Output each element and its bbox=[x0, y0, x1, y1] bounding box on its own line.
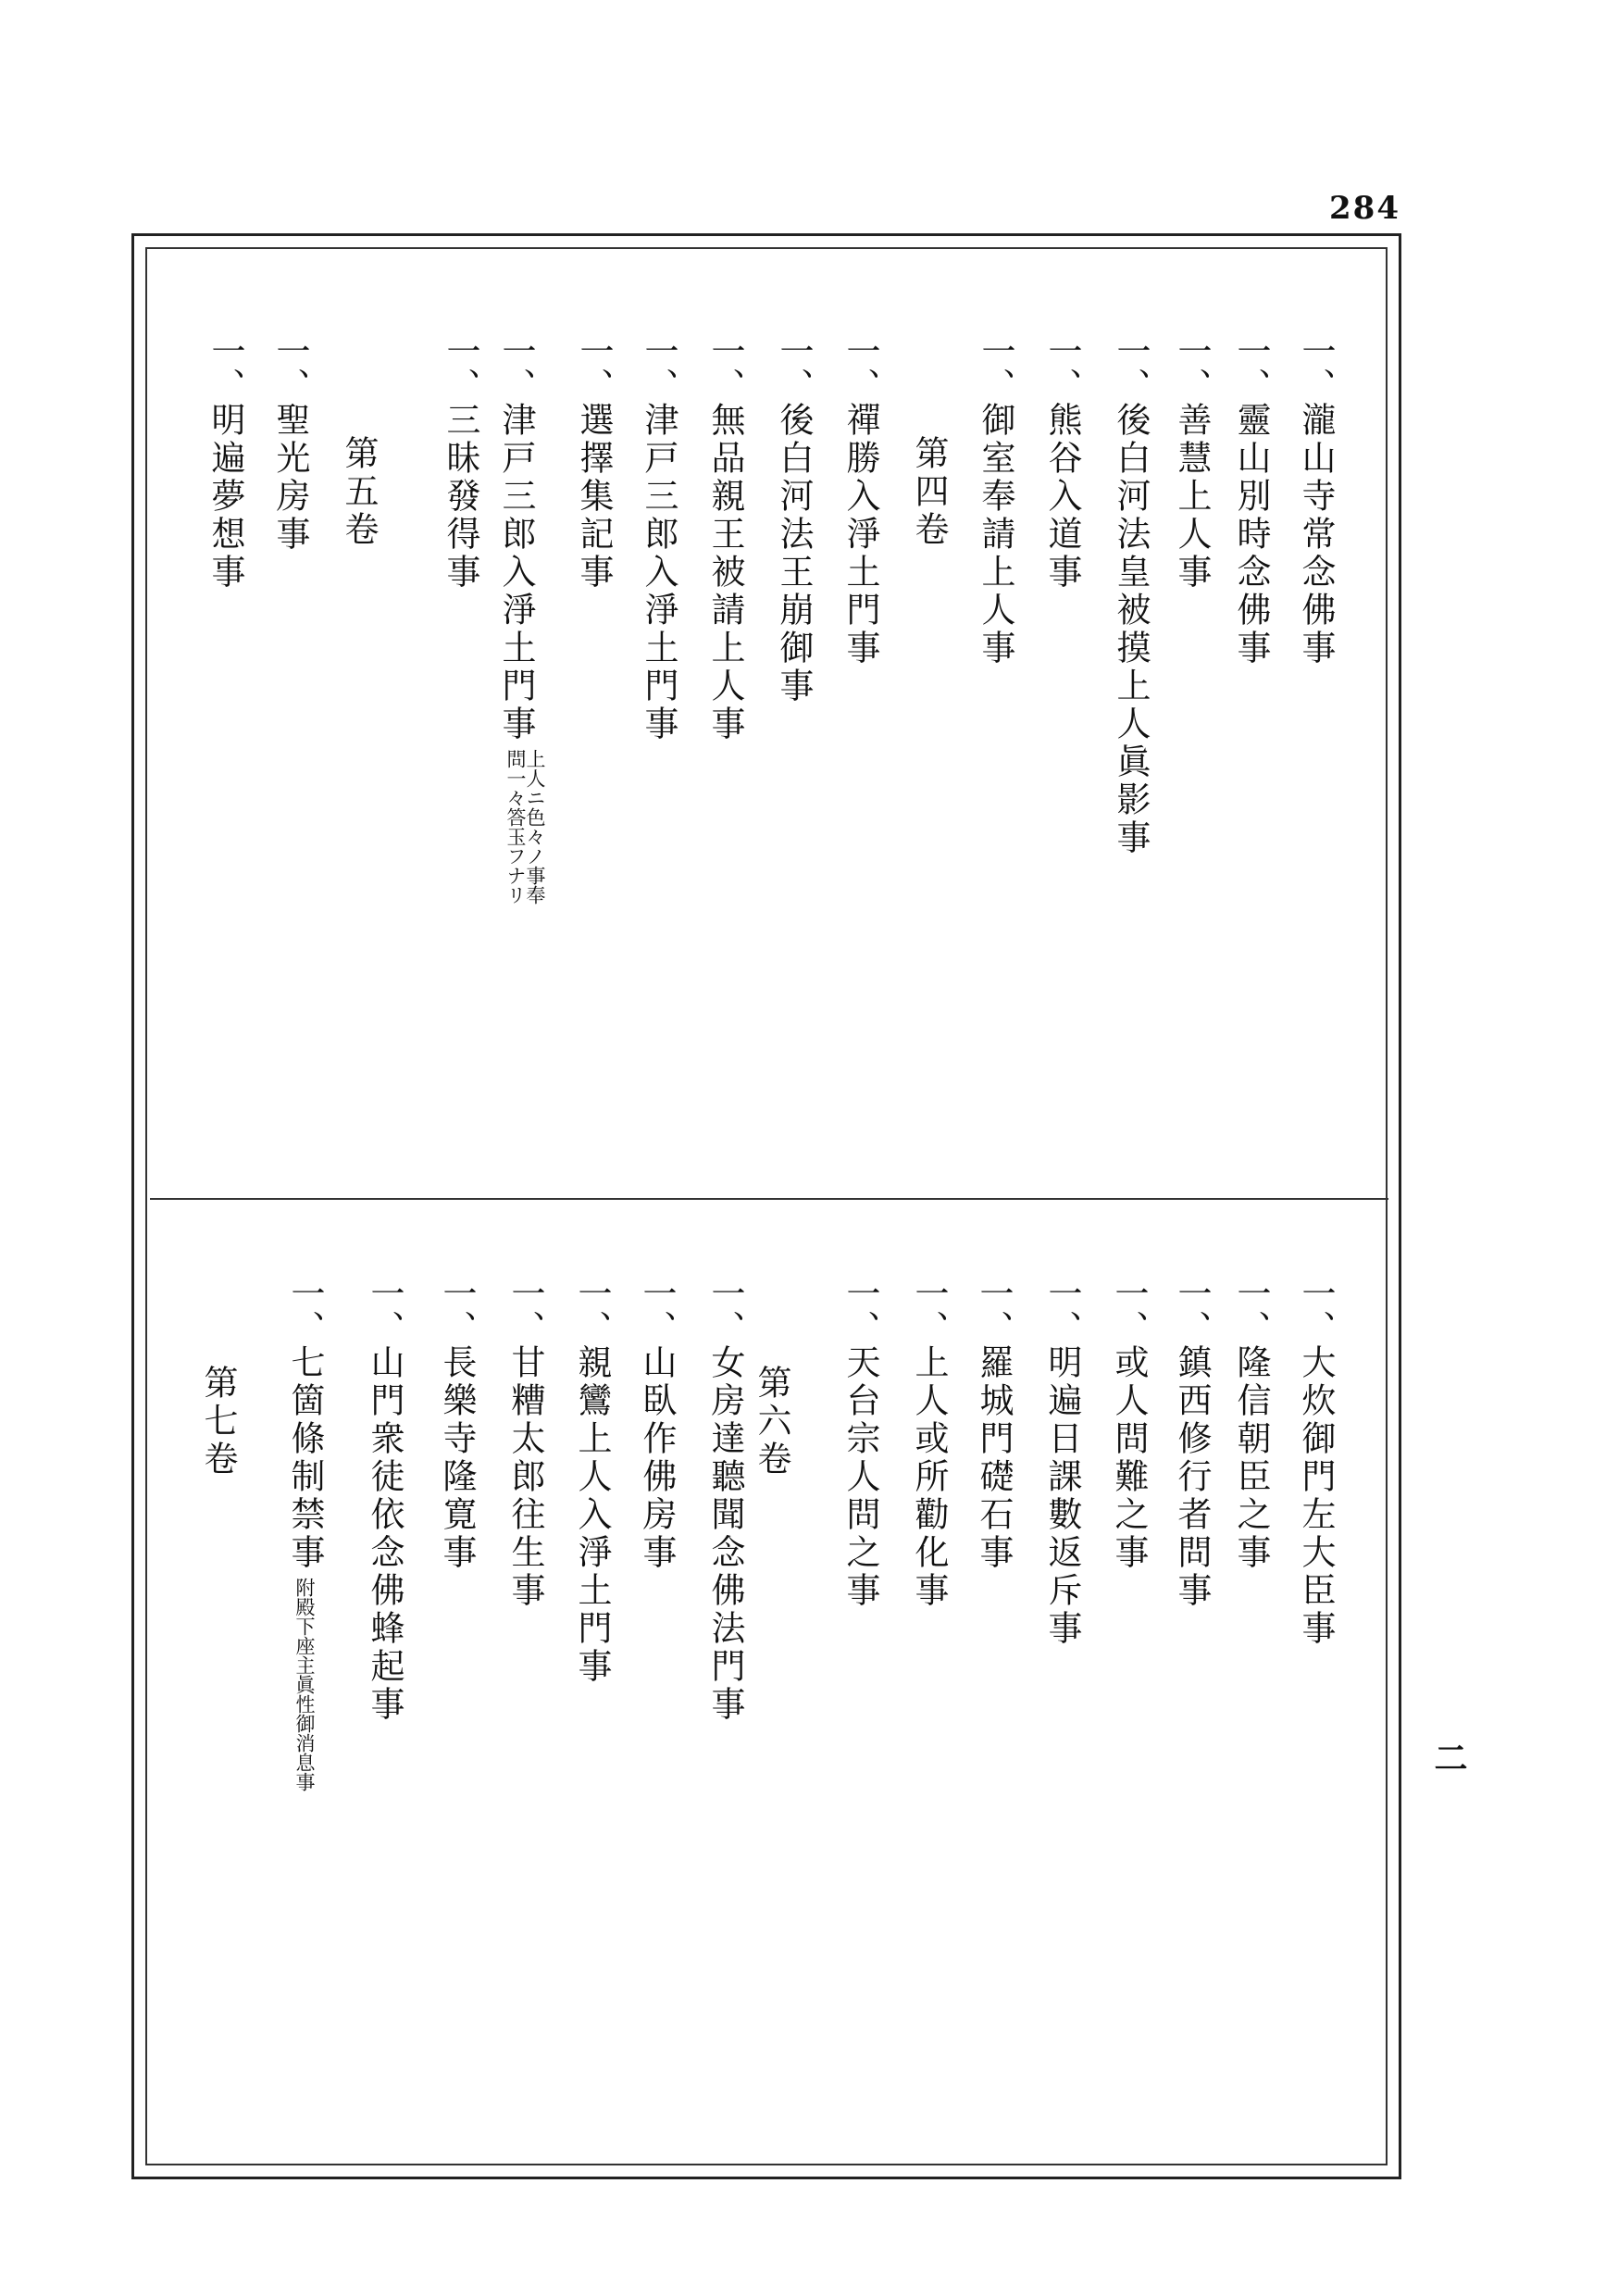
toc-entry bbox=[1294, 333, 1335, 668]
toc-entry bbox=[1109, 333, 1150, 857]
toc-entry bbox=[1229, 333, 1270, 668]
toc-entry-title: 山臥作佛房事 bbox=[637, 1344, 677, 1572]
toc-entry-title: 或人問難之事 bbox=[1109, 1344, 1149, 1572]
toc-entry-title: 親鸞上人入淨土門事 bbox=[572, 1344, 612, 1686]
bullet-mark: 一、 bbox=[441, 333, 480, 402]
toc-entry bbox=[435, 1276, 476, 1572]
toc-entry bbox=[496, 333, 546, 905]
bullet-mark: 一、 bbox=[1111, 333, 1151, 402]
bullet-mark: 一、 bbox=[205, 333, 245, 402]
toc-entry bbox=[907, 1276, 948, 1610]
toc-entry bbox=[839, 1276, 879, 1610]
bullet-mark: 一、 bbox=[1172, 333, 1212, 402]
toc-entry-title: 三昧發得事 bbox=[441, 402, 480, 592]
toc-entry bbox=[974, 333, 1014, 668]
toc-entry bbox=[439, 333, 479, 592]
bullet-mark: 一、 bbox=[774, 333, 814, 402]
bullet-mark: 一、 bbox=[437, 1276, 477, 1344]
toc-entry-title: 後白河法王崩御事 bbox=[774, 402, 814, 705]
toc-entry-title: 羅城門礎石事 bbox=[974, 1344, 1014, 1572]
toc-entry bbox=[972, 1276, 1013, 1572]
volume-heading: 第六卷 bbox=[752, 1365, 791, 1479]
toc-entry-title: 津戸三郎入淨土門事 bbox=[496, 402, 536, 743]
toc-entry-title: 甘糟太郎往生事 bbox=[505, 1344, 545, 1610]
toc-entry bbox=[703, 333, 744, 743]
bullet-mark: 一、 bbox=[496, 333, 536, 402]
bullet-mark: 一、 bbox=[1042, 1276, 1082, 1344]
toc-entry-title: 山門衆徒依念佛蜂起事 bbox=[365, 1344, 404, 1724]
toc-entry bbox=[1107, 1276, 1148, 1572]
toc-entry-title: 熊谷入道事 bbox=[1042, 402, 1082, 592]
side-folio-mark: 二 bbox=[1429, 1741, 1468, 1774]
toc-entry-title: 瀧山寺常念佛事 bbox=[1296, 402, 1336, 668]
toc-entry-title: 靈山別時念佛事 bbox=[1231, 402, 1271, 668]
bullet-mark: 一、 bbox=[365, 1276, 404, 1344]
bullet-mark: 一、 bbox=[574, 333, 614, 402]
toc-entry-title: 無品親王被請上人事 bbox=[705, 402, 745, 743]
bullet-mark: 一、 bbox=[1109, 1276, 1149, 1344]
toc-entry bbox=[1170, 1276, 1211, 1610]
toc-entry bbox=[504, 1276, 544, 1610]
toc-entry-title: 選擇集記事 bbox=[574, 402, 614, 592]
toc-entry-title: 天台宗人問之事 bbox=[840, 1344, 880, 1610]
toc-entry bbox=[283, 1276, 324, 1791]
toc-entry bbox=[570, 1276, 611, 1686]
bullet-mark: 一、 bbox=[285, 1276, 325, 1344]
note-line: 問一々答玉フナリ bbox=[504, 749, 527, 905]
volume-heading: 第五卷 bbox=[339, 435, 379, 549]
toc-entry-title: 善慧上人事 bbox=[1172, 402, 1212, 592]
section-divider bbox=[150, 1198, 1388, 1200]
toc-entry-title: 明遍夢想事 bbox=[205, 402, 245, 592]
toc-entry bbox=[703, 1276, 744, 1724]
bullet-mark: 一、 bbox=[705, 1276, 745, 1344]
bullet-mark: 一、 bbox=[705, 333, 745, 402]
toc-entry bbox=[772, 333, 813, 705]
toc-entry-title: 後白河法皇被摸上人眞影事 bbox=[1111, 402, 1151, 857]
toc-entry-title: 聖光房事 bbox=[270, 402, 310, 554]
toc-entry bbox=[839, 333, 879, 668]
toc-entry bbox=[1170, 333, 1211, 592]
toc-entry-title: 津戸三郎入淨土門事 bbox=[639, 402, 678, 743]
bullet-mark: 一、 bbox=[505, 1276, 545, 1344]
note-line: 附殿下座主眞性御消息事 bbox=[293, 1578, 316, 1791]
toc-entry-title: 大炊御門左大臣事 bbox=[1296, 1344, 1336, 1648]
volume-heading: 第四卷 bbox=[909, 435, 949, 549]
toc-entry bbox=[637, 333, 678, 743]
toc-entry bbox=[268, 333, 309, 554]
bullet-mark: 一、 bbox=[1231, 1276, 1271, 1344]
toc-entry-title: 明遍日課數返斥事 bbox=[1042, 1344, 1082, 1648]
toc-entry-title: 御室奉請上人事 bbox=[976, 402, 1015, 668]
toc-entry-title: 鎮西修行者問事 bbox=[1172, 1344, 1212, 1610]
toc-entry-title: 七箇條制禁事 bbox=[285, 1344, 325, 1572]
bullet-mark: 一、 bbox=[1296, 1276, 1336, 1344]
toc-entry bbox=[1229, 1276, 1270, 1572]
toc-entry-note bbox=[505, 749, 544, 905]
bullet-mark: 一、 bbox=[1296, 333, 1336, 402]
page-number: 284 bbox=[1329, 190, 1400, 227]
bullet-mark: 一、 bbox=[639, 333, 678, 402]
toc-entry bbox=[572, 333, 613, 592]
toc-entry bbox=[1040, 333, 1081, 592]
toc-entry bbox=[363, 1276, 404, 1724]
bullet-mark: 一、 bbox=[840, 1276, 880, 1344]
toc-entry-title: 長樂寺隆寛事 bbox=[437, 1344, 477, 1572]
toc-entry bbox=[1040, 1276, 1081, 1648]
bullet-mark: 一、 bbox=[976, 333, 1015, 402]
bullet-mark: 一、 bbox=[572, 1276, 612, 1344]
bullet-mark: 一、 bbox=[270, 333, 310, 402]
bullet-mark: 一、 bbox=[840, 333, 880, 402]
bullet-mark: 一、 bbox=[1172, 1276, 1212, 1344]
bullet-mark: 一、 bbox=[1042, 333, 1082, 402]
bullet-mark: 一、 bbox=[1231, 333, 1271, 402]
toc-entry-note bbox=[294, 1578, 314, 1791]
bullet-mark: 一、 bbox=[974, 1276, 1014, 1344]
toc-entry bbox=[204, 333, 244, 592]
toc-entry-title: 隆信朝臣之事 bbox=[1231, 1344, 1271, 1572]
bullet-mark: 一、 bbox=[909, 1276, 949, 1344]
note-line: 上人ニ色々ノ事奉 bbox=[524, 749, 546, 905]
toc-entry-title: 上人或所勸化事 bbox=[909, 1344, 949, 1610]
toc-entry bbox=[635, 1276, 676, 1572]
toc-entry-title: 禪勝入淨土門事 bbox=[840, 402, 880, 668]
toc-entry bbox=[1294, 1276, 1335, 1648]
volume-heading: 第七卷 bbox=[198, 1365, 238, 1479]
toc-entry-title: 女房達聽聞念佛法門事 bbox=[705, 1344, 745, 1724]
bullet-mark: 一、 bbox=[637, 1276, 677, 1344]
